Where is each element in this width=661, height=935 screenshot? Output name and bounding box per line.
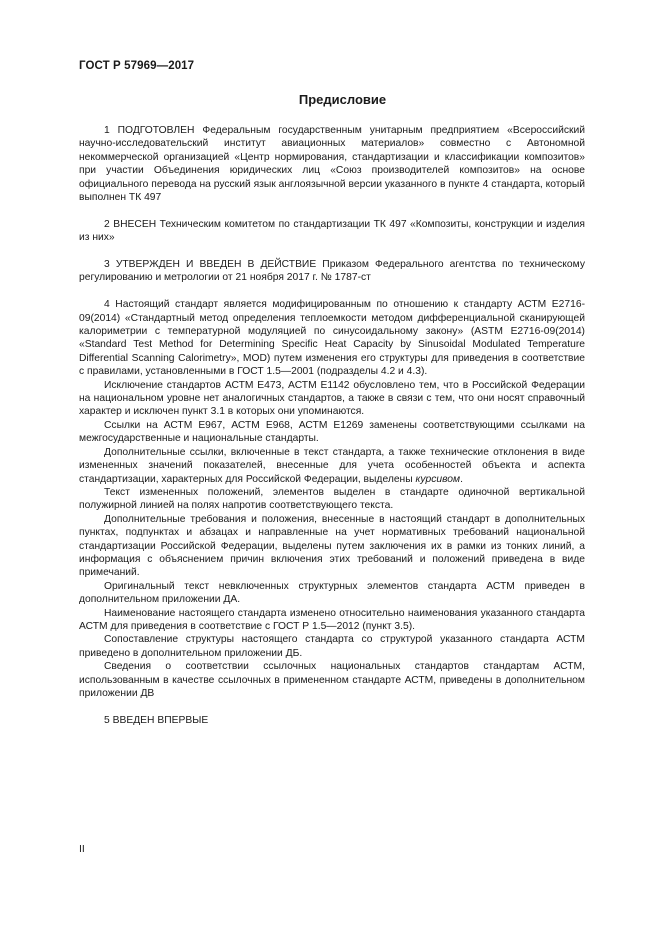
italic-word: курсивом (415, 473, 461, 485)
preface-item-4-intro: 4 Настоящий стандарт является модифицированным по отношению к стандарту АСТМ E2716-09(2014) «Стандартный метод определения теплоемкости методом дифференциальной сканирующей калориметрии с температурной модуляцией по синусоидальному закону» (ASTM E2716-09(2014) «Standard Test Method for Determining Specific Heat Capacity by Sinusoidal Modulated Temperature Differential Scanning Calorimetry», MOD) путем изменения его структуры для приведения в соответствие с правилами, установленными в ГОСТ 1.5—2001 (подразделы 4.2 и 4.3). (79, 299, 585, 378)
preface-item-4-references: Ссылки на АСТМ E967, АСТМ E968, АСТМ E1269 заменены соответствующими ссылками на межгосударственные и национальные стандарты. (79, 419, 585, 445)
preface-item-4-references-correspondence: Сведения о соответствии ссылочных национальных стандартов стандартам АСТМ, использованным в качестве ссылочных в примененном стандарте АСТМ, приведены в дополнительном приложении ДВ (79, 661, 585, 700)
preface-item-2: 2 ВНЕСЕН Техническим комитетом по стандартизации ТК 497 «Композиты, конструкции и изделия из них» (79, 218, 585, 244)
preface-item-4-modified-text: Текст измененных положений, элементов выделен в стандарте одиночной вертикальной полужирной линией на полях напротив соответствующего текста. (79, 486, 585, 512)
additional-refs-text: Дополнительные ссылки, включенные в текст стандарта, а также технические отклонения в виде измененных значений показателей, внесенные для учета особенностей объекта и аспекта стандартизации, характерных для Российской Федерации, выделены (79, 446, 585, 485)
preface-item-4-name-change: Наименование настоящего стандарта изменено относительно наименования указанного стандарта АСТМ для приведения в соответствие с ГОСТ Р 1.5—2012 (пункт 3.5). (79, 607, 585, 632)
preface-item-5: 5 ВВЕДЕН ВПЕРВЫЕ (104, 714, 209, 726)
preface-item-1: 1 ПОДГОТОВЛЕН Федеральным государственным унитарным предприятием «Всероссийский научно-исследовательский институт авиационных материалов» совместно с Автономной некоммерческой организацией «Центр нормирования, стандартизации и классификации композитов» при участии Объединения юридических лиц «Союз производителей композитов» на основе официального перевода на русский язык англоязычной версии указанного в пункте 4 стандарта, который выполнен ТК 497 (79, 125, 585, 204)
page-number: II (79, 843, 85, 855)
page-title: Предисловие (298, 92, 387, 107)
preface-item-4-original-text: Оригинальный текст невключенных структурных элементов стандарта АСТМ приведен в дополнительном приложении ДА. (79, 580, 585, 606)
preface-item-4-additional-requirements: Дополнительные требования и положения, внесенные в настоящий стандарт в дополнительных пунктах, подпунктах и абзацах и направленные на учет нормативных требований национальной стандартизации Российской Федерации, выделены путем заключения их в рамки из тонких линий, а информация с объяснением причин включения этих требований и положений приведена в виде примечаний. (79, 513, 585, 579)
preface-item-4-exclusion: Исключение стандартов АСТМ E473, АСТМ E1142 обусловлено тем, что в Российской Федерации на национальном уровне нет аналогичных стандартов, а также в связи с тем, что они носят справочный характер и исключен пункт 3.1 в которых они упоминаются. (79, 379, 585, 418)
additional-refs-end: . (460, 473, 463, 485)
preface-item-4-additional-refs (79, 446, 585, 486)
preface-content (79, 124, 585, 741)
document-header: ГОСТ Р 57969—2017 (79, 60, 195, 72)
preface-item-4-structure-comparison: Сопоставление структуры настоящего стандарта со структурой указанного стандарта АСТМ приведено в дополнительном приложении ДБ. (79, 634, 585, 659)
preface-item-3: 3 УТВЕРЖДЕН И ВВЕДЕН В ДЕЙСТВИЕ Приказом Федерального агентства по техническому регулированию и метрологии от 21 ноября 2017 г. № 1787-ст (79, 259, 585, 284)
